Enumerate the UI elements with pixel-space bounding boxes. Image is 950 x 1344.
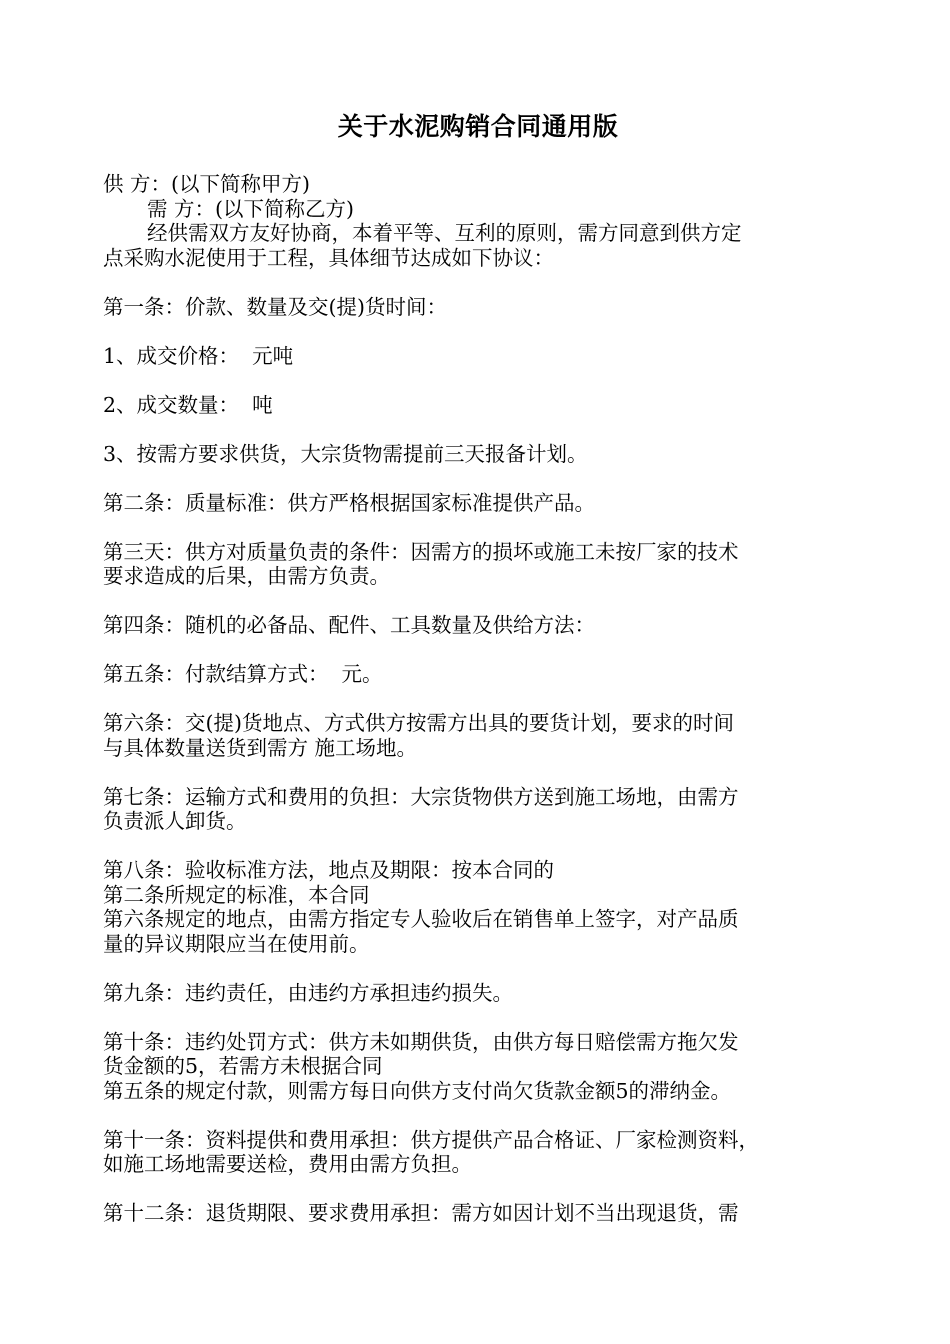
article-3-line-1: 第三天：供方对质量负责的条件：因需方的损坏或施工未按厂家的技术 bbox=[103, 539, 739, 564]
article-3-line-2: 要求造成的后果，由需方负责。 bbox=[103, 564, 390, 588]
article-10-line-2: 货金额的5，若需方未根据合同 bbox=[103, 1054, 383, 1078]
article-11-line-1: 第十一条：资料提供和费用承担：供方提供产品合格证、厂家检测资料， bbox=[103, 1127, 759, 1152]
preamble-line-1: 经供需双方友好协商，本着平等、互利的原则，需方同意到供方定 bbox=[147, 221, 742, 245]
article-9: 第九条：违约责任，由违约方承担违约损失。 bbox=[103, 980, 513, 1005]
article-10-line-3: 第五条的规定付款，则需方每日向供方支付尚欠货款金额5的滞纳金。 bbox=[103, 1078, 732, 1103]
article-2: 第二条：质量标准：供方严格根据国家标准提供产品。 bbox=[103, 490, 595, 515]
article-1-item-2: 2、成交数量： 吨 bbox=[103, 392, 273, 417]
article-8-line-1: 第八条：验收标准方法，地点及期限：按本合同的 bbox=[103, 858, 554, 882]
document-title: 关于水泥购销合同通用版 bbox=[337, 112, 619, 141]
article-8-line-2: 第二条所规定的标准，本合同 bbox=[103, 882, 370, 907]
article-5: 第五条：付款结算方式： 元。 bbox=[103, 662, 383, 686]
article-4: 第四条：随机的必备品、配件、工具数量及供给方法： bbox=[103, 613, 595, 637]
contract-body bbox=[103, 172, 853, 1226]
article-1-heading: 第一条：价款、数量及交(提)货时间： bbox=[103, 294, 447, 319]
article-10-line-1: 第十条：违约处罚方式：供方未如期供货，由供方每日赔偿需方拖欠发 bbox=[103, 1029, 739, 1054]
article-6-line-2: 与具体数量送货到需方 施工场地。 bbox=[103, 735, 418, 760]
article-1-item-1: 1、成交价格： 元吨 bbox=[103, 343, 294, 368]
article-8-line-4: 量的异议期限应当在使用前。 bbox=[103, 931, 370, 956]
supplier-line: 供 方：(以下简称甲方) bbox=[103, 172, 311, 196]
article-12-line-1: 第十二条：退货期限、要求费用承担：需方如因计划不当出现退货，需 bbox=[103, 1201, 739, 1225]
article-7-line-1: 第七条：运输方式和费用的负担：大宗货物供方送到施工场地，由需方 bbox=[103, 784, 739, 809]
article-11-line-2: 如施工场地需要送检，费用由需方负担。 bbox=[103, 1152, 472, 1176]
preamble-line-2: 点采购水泥使用于工程，具体细节达成如下协议： bbox=[103, 245, 554, 270]
article-1-item-3: 3、按需方要求供货，大宗货物需提前三天报备计划。 bbox=[103, 441, 588, 466]
article-6-line-1: 第六条：交(提)货地点、方式供方按需方出具的要货计划，要求的时间 bbox=[103, 711, 734, 735]
article-8-line-3: 第六条规定的地点，由需方指定专人验收后在销售单上签字，对产品质 bbox=[103, 907, 739, 931]
buyer-line: 需 方：(以下简称乙方) bbox=[147, 196, 355, 221]
article-7-line-2: 负责派人卸货。 bbox=[103, 809, 247, 833]
